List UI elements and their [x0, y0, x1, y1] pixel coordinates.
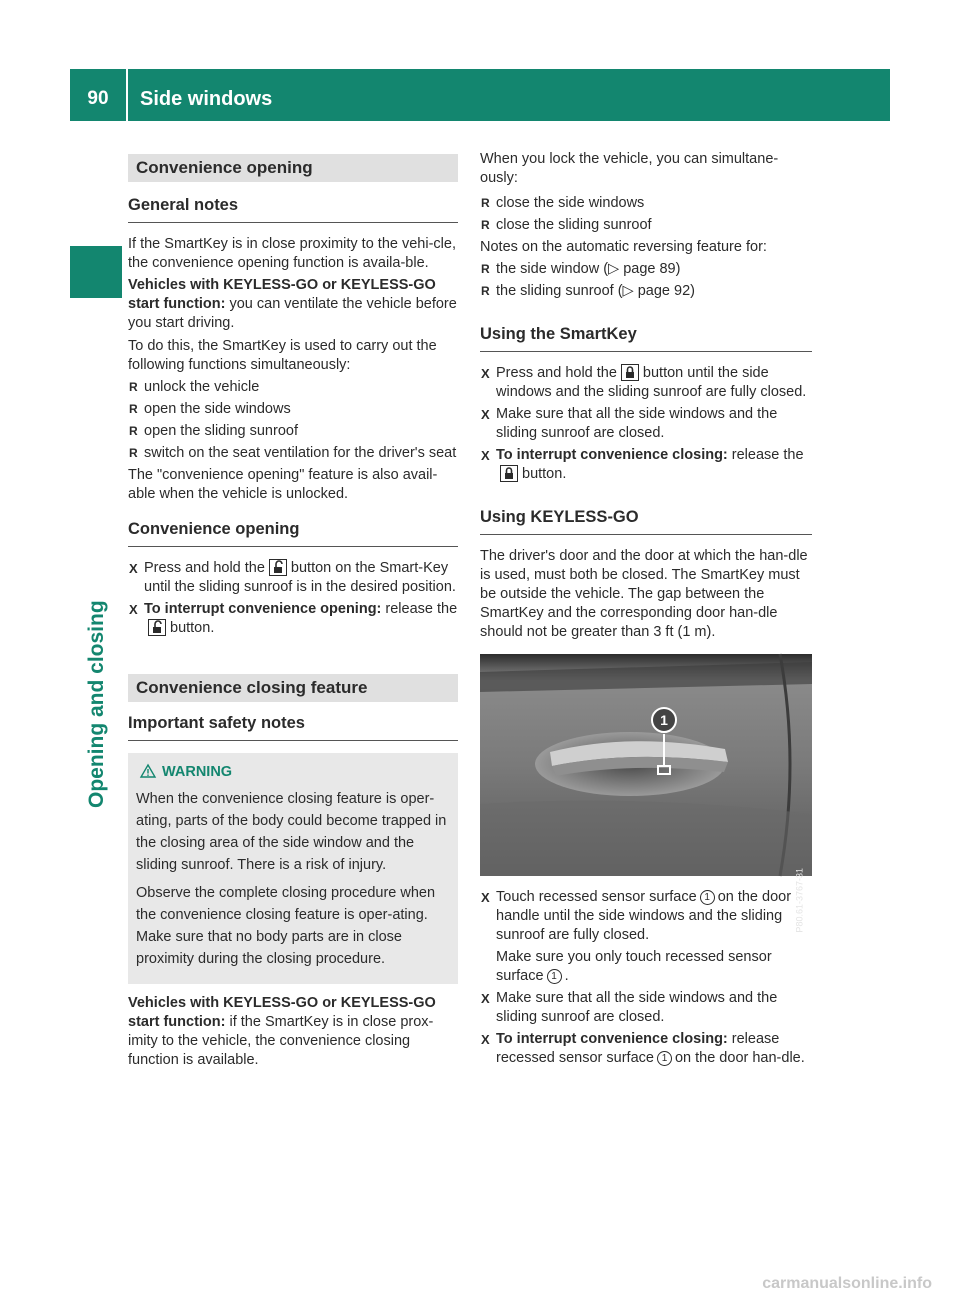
section-band-convenience-closing: Convenience closing feature	[128, 674, 458, 702]
lock-button-icon	[621, 364, 639, 381]
bullet-item: R close the sliding sunroof	[480, 216, 812, 235]
instruction-step	[480, 364, 812, 402]
chapter-label-text: Opening and closing	[85, 600, 108, 808]
subheading-using-keyless-go: Using KEYLESS-GO	[480, 506, 812, 535]
instruction-step	[480, 888, 812, 986]
instruction-step	[128, 600, 458, 638]
unlock-button-icon	[269, 559, 287, 576]
paragraph: If the SmartKey is in close proximity to the vehi-cle, the convenience opening function is availa-ble.	[128, 236, 456, 271]
step-note	[496, 948, 812, 986]
instruction-step: X Make sure that all the side windows and the sliding sunroof are closed.	[480, 405, 812, 443]
subheading-convenience-opening: Convenience opening	[128, 518, 458, 547]
step-text: Make sure you only touch recessed sensor surface	[496, 949, 772, 984]
unlock-button-icon	[148, 619, 166, 636]
instruction-step	[128, 559, 458, 597]
step-text: button on the Smart-Key until the sliding sunroof is in the desired position.	[144, 560, 456, 595]
step-text: Press and hold the	[496, 365, 617, 381]
left-column	[128, 150, 458, 1073]
right-column	[480, 150, 812, 1071]
bullet-item: R open the side windows	[128, 400, 458, 419]
page-reference-bullet[interactable]: R the side window (▷ page 89)	[480, 260, 812, 279]
section-band-convenience-opening: Convenience opening	[128, 154, 458, 182]
warning-icon	[140, 764, 162, 780]
step-text: release recessed sensor surface	[496, 1031, 780, 1066]
step-text: button until the side windows and the sliding sunroof are fully closed.	[496, 365, 807, 400]
paragraph	[128, 276, 458, 333]
photo-code: P80.61-3767-31	[795, 868, 805, 933]
step-text: release the	[381, 601, 458, 617]
bold-lead: Vehicles with KEYLESS-GO or KEYLESS-GO start function:	[128, 995, 436, 1030]
step-bold: To interrupt convenience closing:	[496, 447, 728, 463]
watermark: carmanualsonline.info	[762, 1275, 932, 1292]
bullet-item: R unlock the vehicle	[128, 378, 458, 397]
step-text: release the	[727, 447, 804, 463]
paragraph-text: if the SmartKey is in close prox-imity to the vehicle, the convenience closing function is available.	[128, 1014, 434, 1068]
step-text: on the door han-dle.	[674, 1050, 805, 1066]
callout-ref: 1	[547, 969, 562, 984]
step-text: Press and hold the	[144, 560, 265, 576]
subheading-using-smartkey: Using the SmartKey	[480, 323, 812, 352]
paragraph: When you lock the vehicle, you can simultane-ously:	[480, 151, 779, 186]
subheading-general-notes: General notes	[128, 194, 458, 223]
bold-lead: Vehicles with KEYLESS-GO or KEYLESS-GO start function:	[128, 277, 436, 312]
instruction-step	[480, 446, 812, 484]
warning-title	[136, 763, 450, 782]
paragraph: Notes on the automatic reversing feature for:	[480, 239, 767, 255]
warning-paragraph: Observe the complete closing procedure when the convenience closing feature is oper-ating. Make sure that no body parts are in close proximity during the closing procedure.	[136, 885, 436, 967]
step-text: .	[564, 968, 569, 984]
callout-ref: 1	[700, 890, 715, 905]
subheading-safety-notes: Important safety notes	[128, 712, 458, 741]
paragraph: To do this, the SmartKey is used to carry out the following functions simultaneously:	[128, 338, 437, 373]
lock-button-icon	[500, 465, 518, 482]
warning-box	[128, 753, 458, 984]
page-reference-bullet[interactable]: R the sliding sunroof (▷ page 92)	[480, 282, 812, 301]
page-number: 90	[87, 88, 109, 109]
step-text: Touch recessed sensor surface	[496, 889, 697, 905]
header-divider	[126, 69, 128, 121]
chapter-tab	[70, 246, 122, 298]
warning-paragraph: When the convenience closing feature is oper-ating, parts of the body could become trapped in the closing area of the side window and the sliding sunroof. There is a risk of injury.	[136, 791, 447, 873]
paragraph	[128, 994, 458, 1070]
section-title: Side windows	[140, 88, 273, 110]
step-text: button.	[170, 620, 215, 636]
callout-ref: 1	[657, 1051, 672, 1066]
instruction-step: X Make sure that all the side windows and the sliding sunroof are closed.	[480, 989, 812, 1027]
bullet-item: R open the sliding sunroof	[128, 422, 458, 441]
bullet-item: R close the side windows	[480, 194, 812, 213]
warning-title-text: WARNING	[162, 764, 233, 780]
paragraph: The "convenience opening" feature is also avail-able when the vehicle is unlocked.	[128, 467, 438, 502]
step-text: on the door handle until the side windows and the sliding sunroof are fully closed.	[496, 889, 792, 943]
instruction-step	[480, 1030, 812, 1068]
callout-marker: 1	[651, 707, 677, 733]
step-bold: To interrupt convenience opening:	[144, 601, 382, 617]
bullet-item: R switch on the seat ventilation for the driver's seat	[128, 444, 458, 463]
page-header	[70, 69, 890, 121]
step-bold: To interrupt convenience closing:	[496, 1031, 728, 1047]
paragraph: The driver's door and the door at which the han-dle is used, must both be closed. The SmartKey must be outside the vehicle. The gap between the SmartKey and the corresponding door han-dle should not be greater than 3 ft (1 m).	[480, 548, 808, 640]
paragraph-text: you can ventilate the vehicle before you start driving.	[128, 296, 457, 331]
door-handle-illustration	[480, 654, 812, 876]
step-text: button.	[522, 466, 567, 482]
